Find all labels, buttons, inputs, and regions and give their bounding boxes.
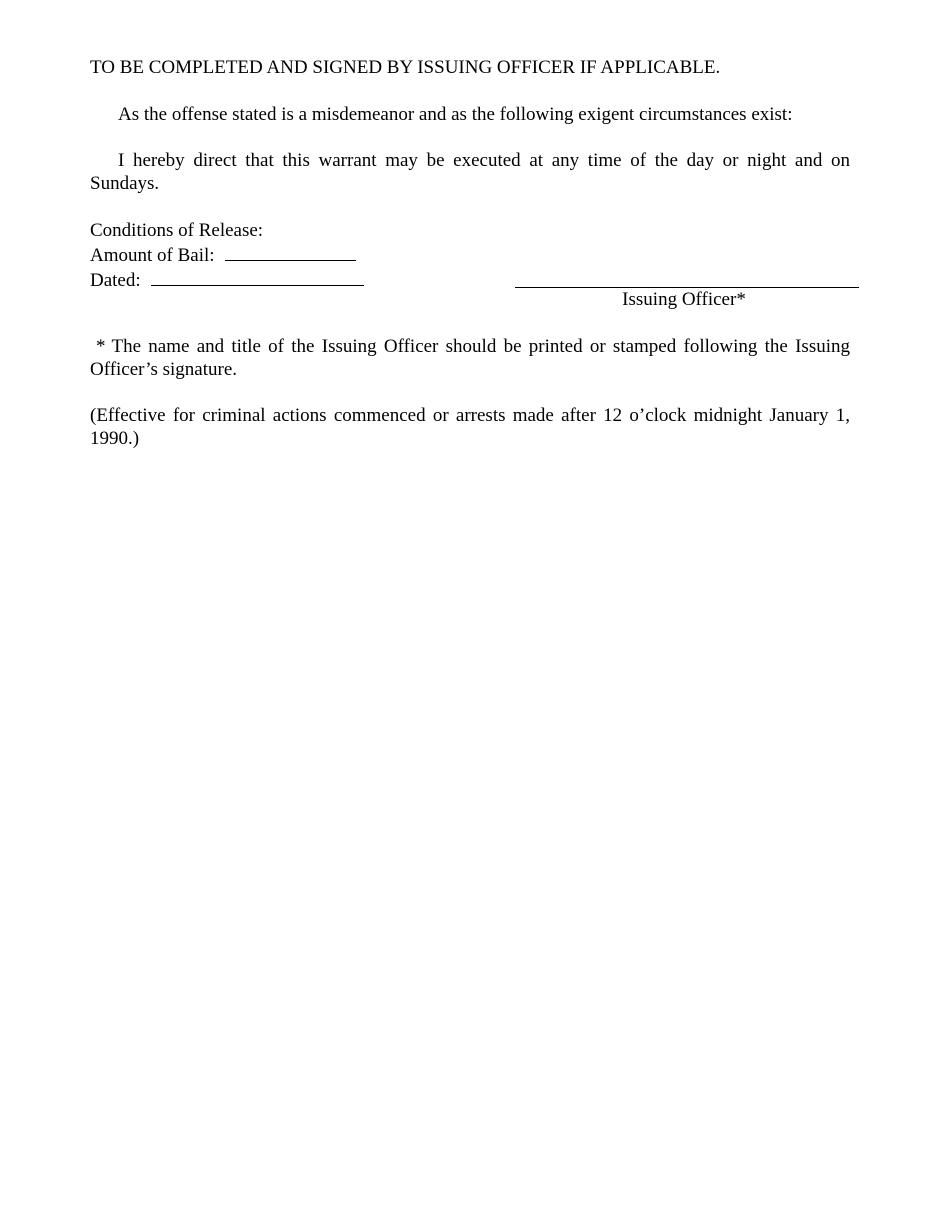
footnote <box>90 335 850 381</box>
issuing-officer-signature-block <box>515 266 859 311</box>
execution-direction-paragraph: I hereby direct that this warrant may be executed at any time of the day or night and on Sundays. <box>90 150 850 194</box>
footnote-mark: * <box>96 336 106 357</box>
issuing-officer-signature-field[interactable] <box>515 266 859 288</box>
issuing-officer-label: Issuing Officer* <box>622 289 746 310</box>
amount-of-bail-field[interactable] <box>225 242 356 261</box>
dated-label: Dated: <box>90 270 141 291</box>
effective-date-note: (Effective for criminal actions commenced or arrests made after 12 o’clock midnight January 1, 1990.) <box>90 405 850 449</box>
conditions-of-release-label: Conditions of Release: <box>90 220 264 241</box>
amount-of-bail-row <box>90 242 850 267</box>
dated-field[interactable] <box>151 267 364 286</box>
section-heading: TO BE COMPLETED AND SIGNED BY ISSUING OFFICER IF APPLICABLE. <box>90 57 721 78</box>
amount-of-bail-label: Amount of Bail: <box>90 245 215 266</box>
exigent-circumstances-paragraph: As the offense stated is a misdemeanor and as the following exigent circumstances exist: <box>118 104 793 125</box>
footnote-text: The name and title of the Issuing Officer should be printed or stamped following the Issuing Officer’s signature. <box>90 336 850 380</box>
